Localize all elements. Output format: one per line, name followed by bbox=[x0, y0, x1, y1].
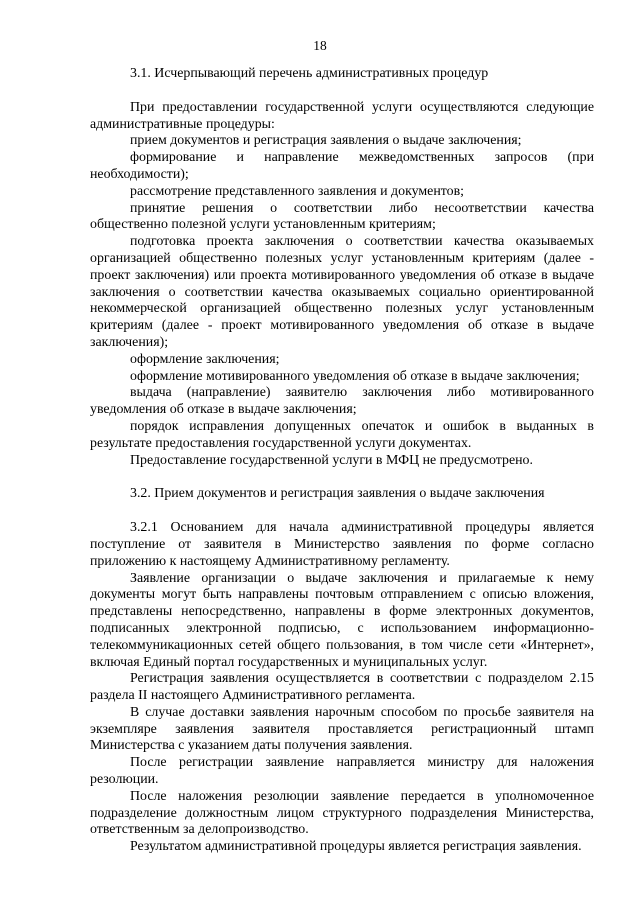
list-item: прием документов и регистрация заявления о выдаче заключения; bbox=[130, 133, 522, 149]
paragraph: Регистрация заявления осуществляется в соответствии с подразделом 2.15 раздела II настоящего Административного регламента. bbox=[90, 671, 594, 704]
list-item: принятие решения о соответствии либо несоответствии качества общественно полезной услуги установленным критериям; bbox=[90, 200, 594, 233]
list-item: подготовка проекта заключения о соответствии качества оказываемых организацией общественно полезных услуг установленным критериям (далее - проект заключения) или проекта мотивированного уведомления об отказе в выдаче заключения о соответствии качества оказываемых социально ориентированной некоммерческой организацией общественно полезных услуг установленным критериям (далее - проект мотивированного уведомления об отказе в выдаче заключения); bbox=[90, 234, 594, 350]
section-3-1-heading: 3.1. Исчерпывающий перечень административных процедур bbox=[130, 66, 489, 81]
paragraph: Заявление организации о выдаче заключения и прилагаемые к нему документы могут быть направлены почтовым отправлением с описью вложения, представлены непосредственно, направлены в форме электронных документов, подписанных электронной подписью, с использованием информационно-телекоммуникационных сетей общего пользования, в том числе сети «Интернет», включая Единый портал государственных и муниципальных услуг. bbox=[90, 570, 594, 670]
spacer bbox=[90, 83, 594, 100]
paragraph: Предоставление государственной услуги в МФЦ не предусмотрено. bbox=[130, 452, 533, 468]
paragraph: После наложения резолюции заявление передается в уполномоченное подразделение должностным лицом структурного подразделения Министерства, ответственным за делопроизводство. bbox=[90, 788, 594, 838]
list-item: оформление мотивированного уведомления об отказе в выдаче заключения; bbox=[130, 368, 580, 384]
paragraph: После регистрации заявление направляется министру для наложения резолюции. bbox=[90, 755, 594, 788]
paragraph: При предоставлении государственной услуги осуществляются следующие административные процедуры: bbox=[90, 99, 594, 132]
page-number: 18 bbox=[313, 38, 327, 53]
list-item: рассмотрение представленного заявления и документов; bbox=[130, 183, 465, 199]
paragraph: 3.2.1 Основанием для начала административной процедуры является поступление от заявителя в Министерство заявления по форме согласно приложению к настоящему Административному регламенту. bbox=[90, 520, 594, 569]
paragraph: В случае доставки заявления нарочным способом по просьбе заявителя на экземпляре заявления заявителя проставляется регистрационный штамп Министерства с указанием даты получения заявления. bbox=[90, 704, 594, 754]
list-item: оформление заключения; bbox=[130, 351, 280, 367]
list-item: выдача (направление) заявителю заключения либо мотивированного уведомления об отказе в выдаче заключения; bbox=[90, 385, 594, 418]
spacer bbox=[90, 503, 594, 520]
list-item: порядок исправления допущенных опечаток и ошибок в выданных в результате предоставления государственной услуги документах. bbox=[90, 418, 594, 451]
list-item: формирование и направление межведомственных запросов (при необходимости); bbox=[90, 150, 594, 182]
section-3-2-heading: 3.2. Прием документов и регистрация заявления о выдаче заключения bbox=[130, 486, 545, 502]
document-body bbox=[90, 66, 594, 856]
spacer bbox=[90, 469, 594, 486]
paragraph: Результатом административной процедуры является регистрация заявления. bbox=[130, 839, 582, 855]
